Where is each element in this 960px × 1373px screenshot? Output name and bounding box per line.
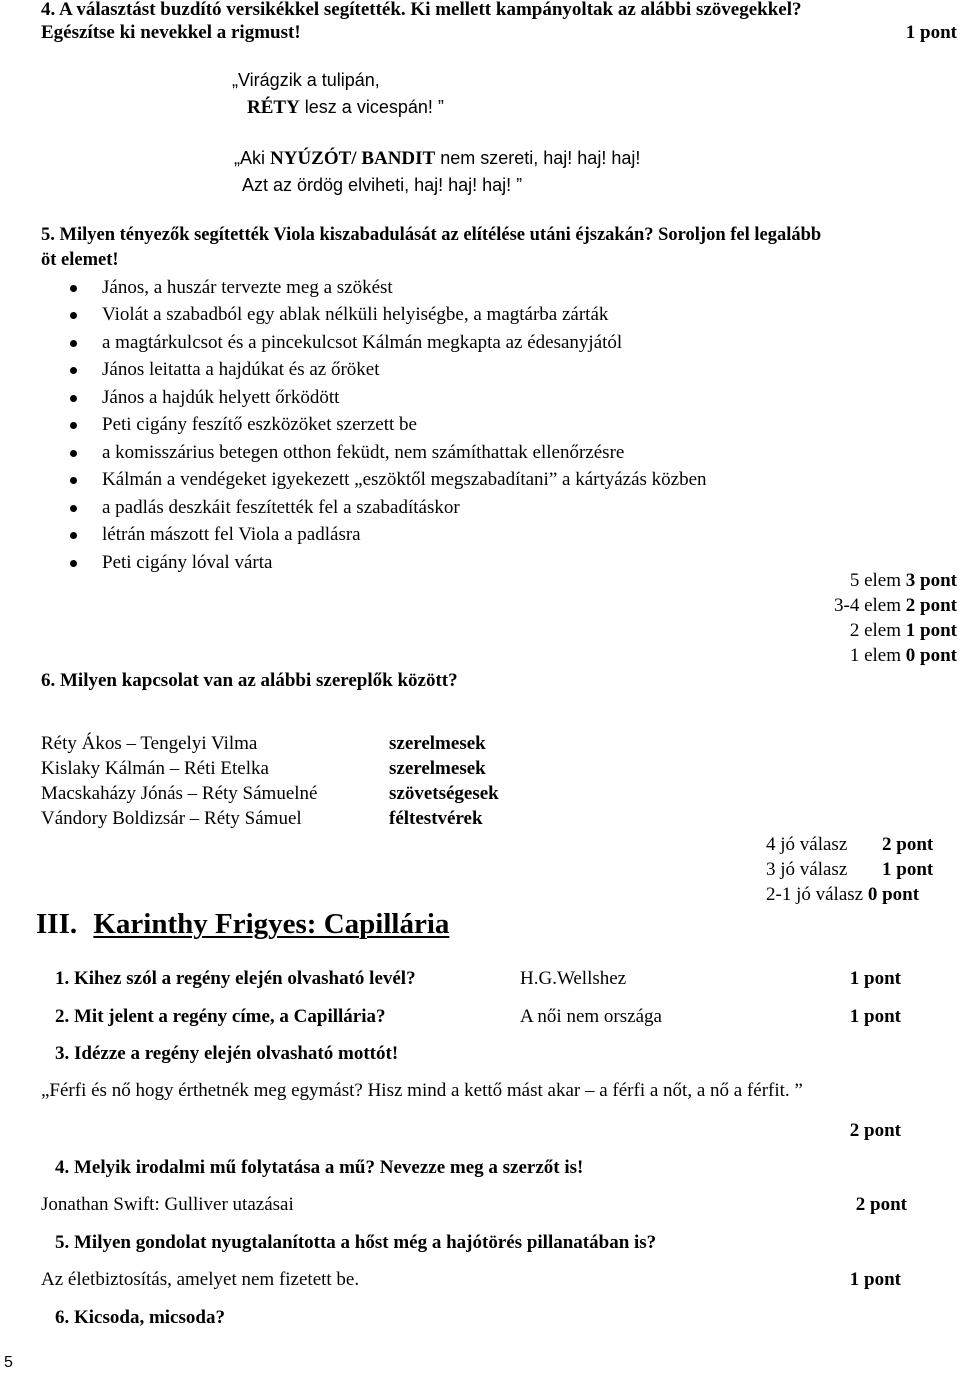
s3-q2-points: 1 pont xyxy=(849,1006,901,1027)
q6-title: 6. Milyen kapcsolat van az alábbi szereplők között? xyxy=(41,670,458,691)
q6-relations xyxy=(389,731,499,831)
bullet-icon xyxy=(70,560,77,567)
list-item: Kálmán a vendégeket igyekezett „eszöktől megszabadítani” a kártyázás közben xyxy=(70,469,707,492)
scoring-row: 5 elem 3 pont xyxy=(849,570,957,591)
pair-relation: szerelmesek xyxy=(389,733,486,754)
q6-scoring xyxy=(766,832,933,907)
rhyme1-rest: lesz a vicespán! ” xyxy=(299,97,444,117)
q4-title-line2: Egészítse ki nevekkel a rigmust! xyxy=(41,22,301,43)
pair-relation: szövetségesek xyxy=(389,783,499,804)
section-numeral: III. xyxy=(36,908,78,940)
scoring-row: 2-1 jó válasz 0 pont xyxy=(766,884,920,905)
bullet-icon xyxy=(70,477,77,484)
section-heading xyxy=(36,907,449,942)
page-number: 5 xyxy=(4,1354,13,1371)
q4-title-line1: 4. A választást buzdító versikékkel segítették. Ki mellett kampányoltak az alábbi szövegekkel? xyxy=(41,0,802,20)
s3-q4-answer: Jonathan Swift: Gulliver utazásai xyxy=(41,1194,294,1215)
pair-names: Vándory Boldizsár – Réty Sámuel xyxy=(41,808,302,829)
bullet-icon xyxy=(70,422,77,429)
scoring-row: 2 elem 1 pont xyxy=(849,620,957,641)
bullet-icon xyxy=(70,450,77,457)
q6-names xyxy=(41,731,317,831)
list-item: János leitatta a hajdúkat és az őröket xyxy=(70,359,707,382)
pair-names: Réty Ákos – Tengelyi Vilma xyxy=(41,733,258,754)
s3-q5-answer: Az életbiztosítás, amelyet nem fizetett be. xyxy=(41,1269,360,1290)
q5-list xyxy=(70,277,707,575)
scoring-row: 3-4 elem 2 pont xyxy=(834,595,957,616)
list-item: létrán mászott fel Viola a padlásra xyxy=(70,524,707,547)
q5-title-line2: öt elemet! xyxy=(41,250,119,270)
s3-q2-answer: A női nem országa xyxy=(520,1006,662,1027)
s3-q1-points: 1 pont xyxy=(849,968,901,989)
s3-q4-question: 4. Melyik irodalmi mű folytatása a mű? Nevezze meg a szerzőt is! xyxy=(55,1157,584,1178)
bullet-icon xyxy=(70,367,77,374)
s3-q5-points: 1 pont xyxy=(849,1269,901,1290)
q5-title-line1: 5. Milyen tényezők segítették Viola kiszabadulását az elítélése utáni éjszakán? Soroljon fel legalább xyxy=(41,225,822,245)
list-item: Peti cigány lóval várta xyxy=(70,552,707,575)
s3-q1-answer: H.G.Wellshez xyxy=(520,968,627,989)
bullet-icon xyxy=(70,532,77,539)
list-item: Peti cigány feszítő eszközöket szerzett be xyxy=(70,414,707,437)
rhyme2-rest: nem szereti, haj! haj! haj! xyxy=(435,148,641,168)
scoring-row: 1 elem 0 pont xyxy=(849,645,957,666)
rhyme2-line1 xyxy=(234,148,640,171)
s3-q6-question: 6. Kicsoda, micsoda? xyxy=(55,1307,225,1328)
bullet-icon xyxy=(70,340,77,347)
scoring-row: 4 jó válasz 2 pont xyxy=(766,834,934,855)
s3-q4-points: 2 pont xyxy=(855,1194,907,1215)
s3-q3-points: 2 pont xyxy=(849,1120,901,1141)
bullet-icon xyxy=(70,505,77,512)
bullet-icon xyxy=(70,285,77,292)
pair-names: Macskaházy Jónás – Réty Sámuelné xyxy=(41,783,318,804)
rhyme1-line2 xyxy=(247,97,444,120)
scoring-row: 3 jó válasz 1 pont xyxy=(766,859,934,880)
s3-q2-question: 2. Mit jelent a regény címe, a Capillária? xyxy=(55,1006,386,1027)
list-item: Violát a szabadból egy ablak nélküli helyiségbe, a magtárba zárták xyxy=(70,304,707,327)
pair-relation: féltestvérek xyxy=(389,808,483,829)
s3-q3-answer: „Férfi és nő hogy érthetnék meg egymást? Hisz mind a kettő mást akar – a férfi a nőt, a nő a férfit. ” xyxy=(41,1080,803,1101)
s3-q5-question: 5. Milyen gondolat nyugtalanította a hőst még a hajótörés pillanatában is? xyxy=(55,1232,657,1253)
rhyme1-line1: „Virágzik a tulipán, xyxy=(232,70,380,90)
rhyme2-line2: Azt az ördög elviheti, haj! haj! haj! ” xyxy=(242,175,523,195)
section-title: Karinthy Frigyes: Capillária xyxy=(93,908,450,940)
rhyme2-name: NYÚZÓT/ BANDIT xyxy=(270,148,436,169)
list-item: a magtárkulcsot és a pincekulcsot Kálmán megkapta az édesanyjától xyxy=(70,332,707,355)
pair-names: Kislaky Kálmán – Réti Etelka xyxy=(41,758,269,779)
bullet-icon xyxy=(70,395,77,402)
q4-points: 1 pont xyxy=(905,22,957,43)
rhyme2-pre: „Aki xyxy=(234,148,270,168)
q5-scoring xyxy=(834,568,957,668)
list-item: János a hajdúk helyett őrködött xyxy=(70,387,707,410)
bullet-icon xyxy=(70,312,77,319)
pair-relation: szerelmesek xyxy=(389,758,486,779)
list-item: a komisszárius betegen otthon feküdt, nem számíthattak ellenőrzésre xyxy=(70,442,707,465)
list-item: János, a huszár tervezte meg a szökést xyxy=(70,277,707,300)
rhyme1-name: RÉTY xyxy=(247,97,300,118)
list-item: a padlás deszkáit feszítették fel a szabadításkor xyxy=(70,497,707,520)
s3-q1-question: 1. Kihez szól a regény elején olvasható levél? xyxy=(55,968,416,989)
s3-q3-question: 3. Idézze a regény elején olvasható mottót! xyxy=(55,1043,399,1064)
